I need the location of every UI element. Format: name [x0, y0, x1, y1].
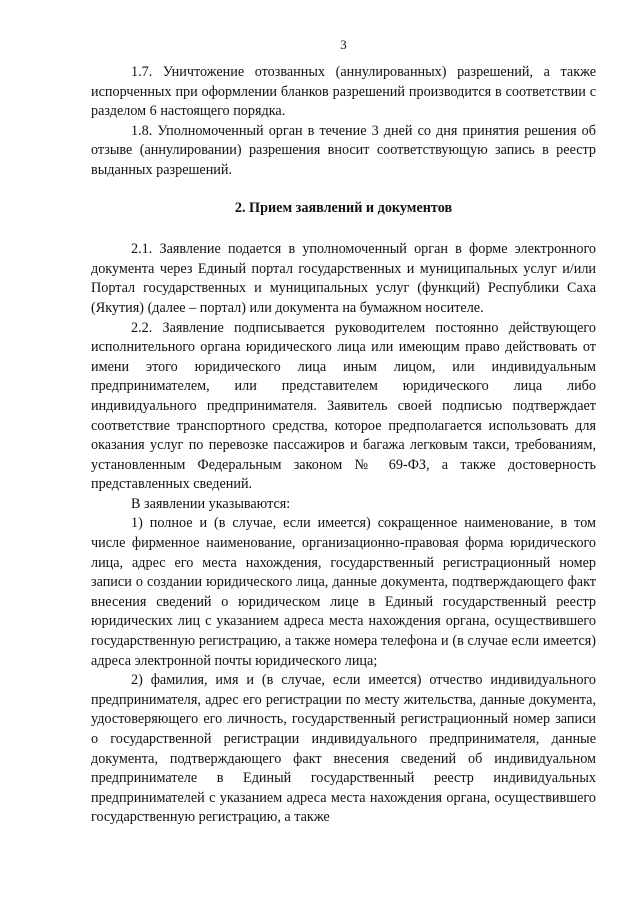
page-number: 3	[340, 37, 347, 52]
section-heading: 2. Прием заявлений и документов	[234, 199, 453, 216]
document-page	[91, 38, 596, 828]
paragraph-2-2: 2.2. Заявление подписывается руководителем постоянно действующего исполнительного органа юридического лица или имеющим право действовать от имени этого юридического лица иным лицом, или индивидуальным предпринимателем, или представителем юридического лица либо индивидуального предпринимателя. Заявитель своей подписью подтверждает соответствие транспортного средства, которое предполагается использовать для оказания услуг по перевозке пассажиров и багажа легковым такси, требованиям, установленным Федеральным законом № 69-ФЗ, а также достоверность представленных сведений.	[91, 319, 596, 493]
paragraph-1-7: 1.7. Уничтожение отозванных (аннулированных) разрешений, а также испорченных при оформлении бланков разрешений производится в соответствии с разделом 6 настоящего порядка.	[91, 64, 596, 120]
paragraph-2-1: 2.1. Заявление подается в уполномоченный орган в форме электронного документа через Единый портал государственных и муниципальных услуг и/или Портал государственных и муниципальных услуг (функций) Республики Саха (Якутия) (далее – портал) или документа на бумажном носителе.	[91, 241, 596, 316]
paragraph-1-8: 1.8. Уполномоченный орган в течение 3 дней со дня принятия решения об отзыве (аннулировании) разрешения вносит соответствующую запись в реестр выданных разрешений.	[91, 122, 596, 178]
paragraph-item-1: 1) полное и (в случае, если имеется) сокращенное наименование, в том числе фирменное наименование, организационно-правовая форма юридического лица, адрес его места нахождения, государственный регистрационный номер записи о создании юридического лица, данные документа, подтверждающего факт внесения сведений о юридическом лице в Единый государственный реестр юридических лиц с указанием адреса места нахождения органа, осуществившего государственную регистрацию, а также номера телефона и (в случае если имеется) адреса электронной почты юридического лица;	[91, 515, 596, 669]
paragraph-application-contents: В заявлении указываются:	[131, 495, 291, 512]
paragraph-item-2: 2) фамилия, имя и (в случае, если имеется) отчество индивидуального предпринимателя, адрес его регистрации по месту жительства, данные документа, удостоверяющего его личность, государственный регистрационный номер записи о государственной регистрации индивидуального предпринимателя, данные документа, подтверждающего факт внесения сведений об индивидуальном предпринимателе в Единый государственный реестр индивидуальных предпринимателей с указанием адреса места нахождения органа, осуществившего государственную регистрацию, а также	[91, 672, 596, 826]
